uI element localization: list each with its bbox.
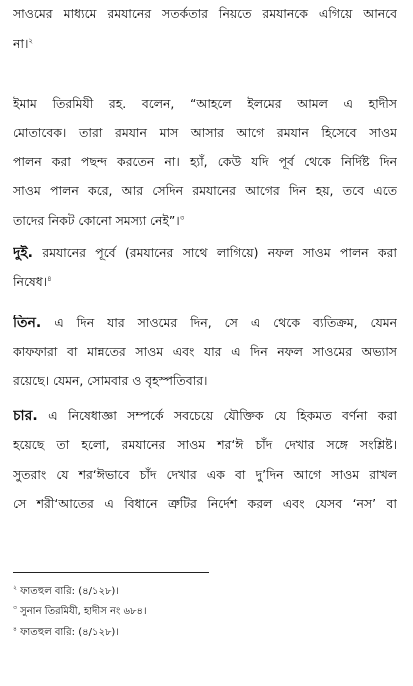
p2-line-5-text: তাদের নিকট কোনো সমস্যা নেই”। xyxy=(13,213,180,228)
footnote-ref-4[interactable]: ৪ xyxy=(47,274,52,283)
p5-line-1-text: এ নিষেধাজ্ঞা সম্পর্কে সবচেয়ে যৌক্তিক যে হিকমত বর্ণনা করা xyxy=(48,408,397,423)
footnote-2 xyxy=(13,585,119,598)
p4-line-1-text: এ দিন যার সাওমের দিন, সে এ থেকে ব্যতিক্রম, যেমন xyxy=(54,315,397,330)
p2-line-3: পালন করা পছন্দ করতেন না। হ্যাঁ, কেউ যদি পূর্ব থেকে নির্দিষ্ট দিন xyxy=(13,154,397,169)
p3-line-2 xyxy=(13,274,397,290)
p5-line-1 xyxy=(13,408,397,424)
section-number-four: চার. xyxy=(13,408,38,424)
footnote-3-text: সুনান তিরমিযী, হাদীস নং ৬৮৪। xyxy=(20,606,147,617)
footnote-4-number: ৪ xyxy=(13,625,17,633)
p4-line-1 xyxy=(13,315,397,331)
p5-line-3: সুতরাং যে শর‘ঈভাবে চাঁদ দেখার এক বা দু’দিন আগে সাওম রাখল xyxy=(13,467,397,482)
p4-line-3: রয়েছে। যেমন, সোমবার ও বৃহস্পতিবার। xyxy=(13,373,208,388)
section-number-two: দুই. xyxy=(13,245,33,261)
footnote-4 xyxy=(13,626,119,639)
p2-line-4: সাওম পালন করে, আর সেদিন রমযানের আগের দিন হয়, তবে এতে xyxy=(13,183,397,198)
footnote-2-text: ফাতহুল বারি: (৪/১২৮)। xyxy=(20,586,119,597)
p5-line-4: সে শরী‘আতের এ বিধানে ত্রুটির নির্দেশ করল এবং যেসব ‘নস’ বা xyxy=(13,496,397,511)
footnote-3 xyxy=(13,605,147,618)
p2-line-5 xyxy=(13,213,397,229)
p2-line-2: মোতাবেক। তারা রমযান মাস আসার আগে রমযান হিসেবে সাওম xyxy=(13,125,397,140)
footnote-separator xyxy=(13,572,209,573)
p1-line-2 xyxy=(13,36,397,52)
p1-line-2-text: না। xyxy=(13,36,29,51)
p4-line-2: কাফফারা বা মান্নতের সাওম এবং যার এ দিন নফল সাওমের অভ্যাস xyxy=(13,344,397,359)
p2-line-1: ইমাম তিরমিযী রহ. বলেন, “আহলে ইলমের আমল এ হাদীস xyxy=(13,96,397,111)
p1-line-1: সাওমের মাধ্যমে রমযানের সতর্কতার নিয়তে রমযানকে এগিয়ে আনবে xyxy=(13,6,397,21)
footnote-ref-2[interactable]: ২ xyxy=(28,36,33,45)
footnote-ref-3[interactable]: ৩ xyxy=(179,213,185,222)
footnote-4-text: ফাতহুল বারি: (৪/১২৮)। xyxy=(20,627,119,638)
p5-line-2: হয়েছে তা হলো, রমযানের সাওম শর‘ঈ চাঁদ দেখার সঙ্গে সংশ্লিষ্ট। xyxy=(13,437,397,452)
p3-line-1 xyxy=(13,245,397,261)
p3-line-1-text: রমযানের পূর্বে (রমযানের সাথে লাগিয়ে) নফল সাওম পালন করা xyxy=(42,245,397,260)
footnote-3-number: ৩ xyxy=(13,604,17,612)
p3-line-2-text: নিষেধ। xyxy=(13,274,48,289)
footnote-2-number: ২ xyxy=(13,584,17,592)
section-number-three: তিন. xyxy=(13,315,42,331)
